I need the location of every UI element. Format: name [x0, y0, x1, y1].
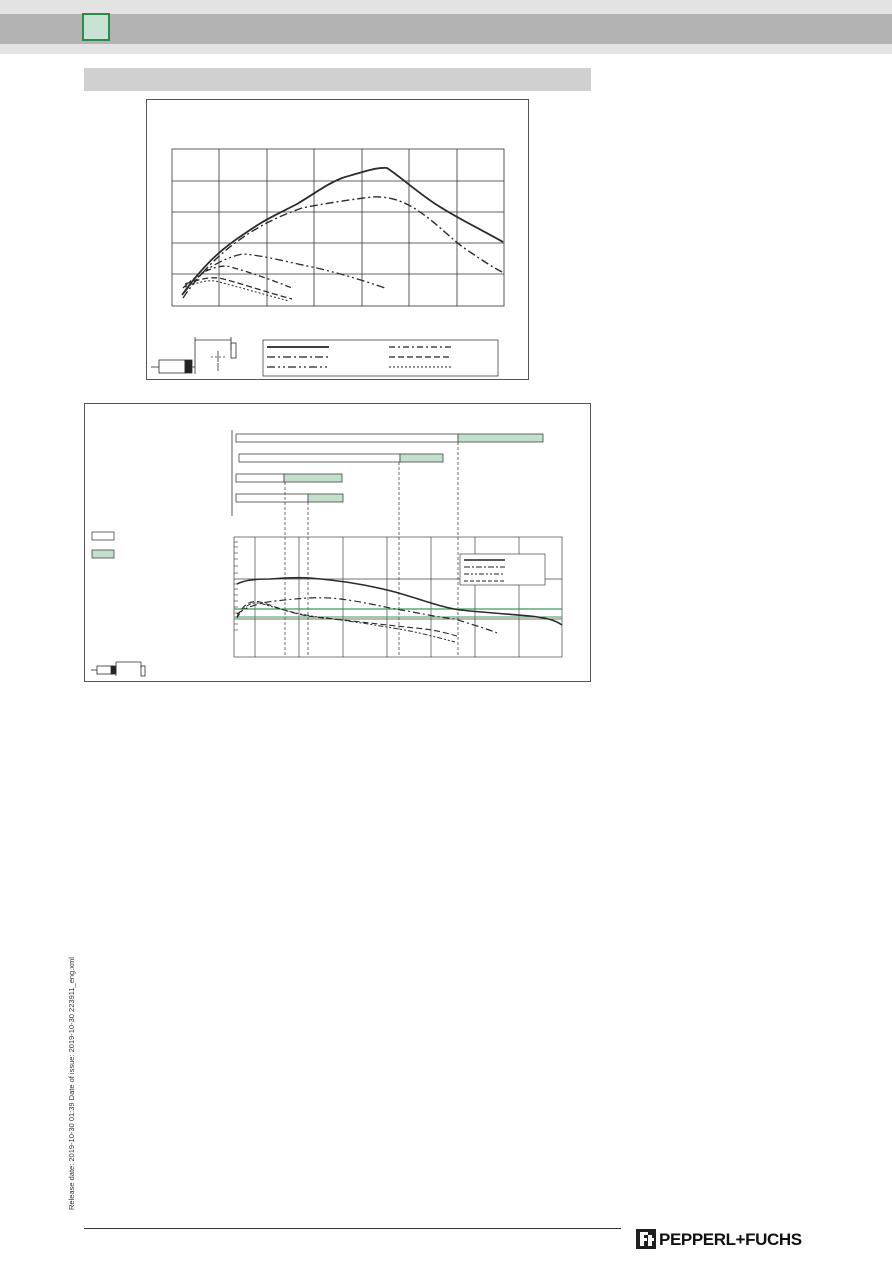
section-heading-bar	[84, 68, 591, 91]
logo-mark-icon	[636, 1229, 656, 1249]
signal-legend-box	[460, 554, 545, 585]
sensor-diagram	[151, 337, 236, 374]
footer-rule	[84, 1228, 621, 1229]
signal-sensor-diagram	[91, 662, 145, 676]
response-curve-figure	[146, 99, 529, 380]
logo-text: PEPPERL+FUCHS	[659, 1230, 802, 1249]
company-logo	[636, 1229, 812, 1251]
response-curve-graphic	[147, 100, 528, 379]
bar-key	[92, 532, 114, 558]
header-strip	[0, 44, 892, 54]
release-info-vertical-text: Release date: 2019-10-30 01:39 Date of issue: 2019-10-30 223911_eng.xml	[67, 957, 76, 1210]
curve-dashed	[185, 278, 292, 299]
curve-short-dash-dot	[183, 266, 292, 288]
legend-box	[263, 340, 498, 376]
header-bar	[0, 14, 892, 44]
header-marker-square	[82, 13, 110, 41]
curve-dotted	[185, 281, 289, 301]
curve-solid	[182, 168, 503, 295]
response-curves	[182, 168, 504, 301]
signal-strength-figure	[84, 403, 591, 682]
signal-curves	[237, 578, 562, 642]
range-bars	[236, 434, 543, 502]
signal-strength-graphic	[85, 404, 590, 681]
header-top-band	[0, 0, 892, 14]
